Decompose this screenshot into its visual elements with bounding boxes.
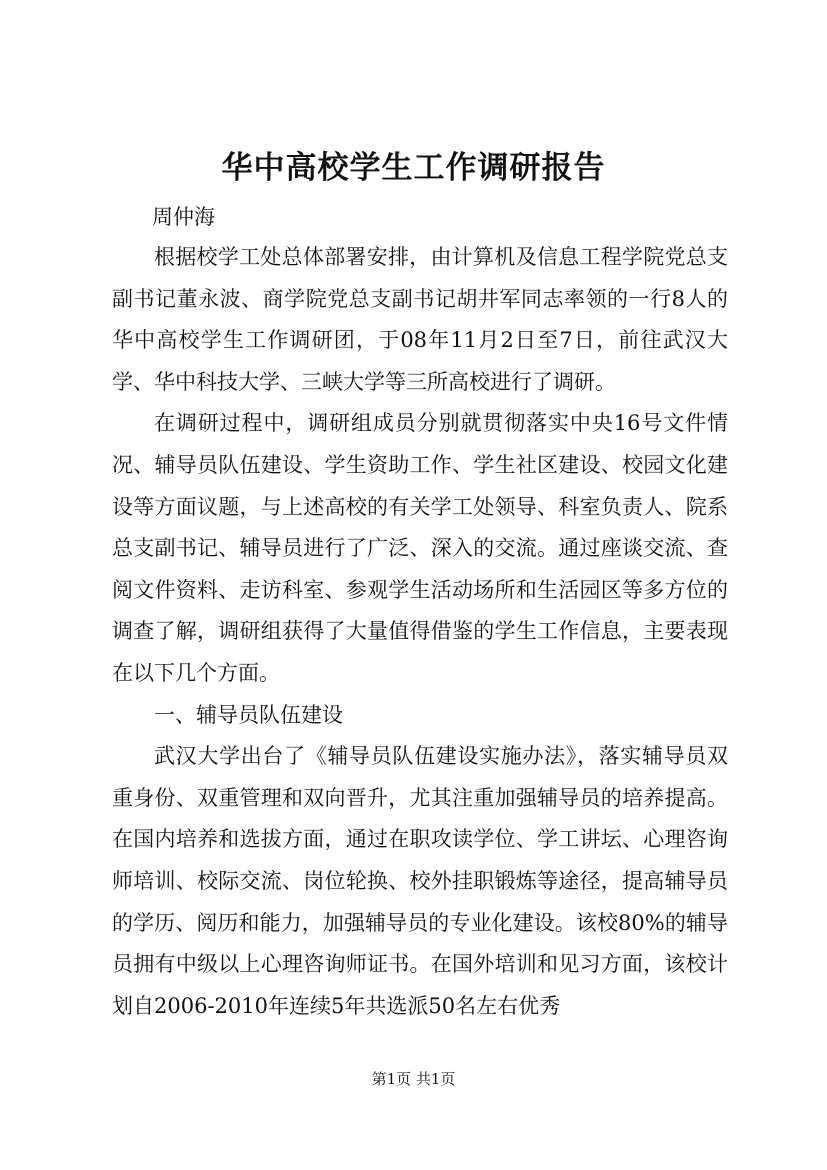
section-paragraph: 武汉大学出台了《辅导员队伍建设实施办法》，落实辅导员双重身份、双重管理和双向晋升，尤其注重加强辅导员的培养提高。在国内培养和选拔方面，通过在职攻读学位、学工讲坛、心理咨询师培训、校际交流、岗位轮换、校外挂职锻炼等途径，提高辅导员的学历、阅历和能力，加强辅导员的专业化建设。该校80%的辅导员拥有中级以上心理咨询师证书。在国外培训和见习方面，该校计划自2006-2010年连续5年共选派50名左右优秀 [112,744,728,1018]
document-body [112,237,728,1027]
author-name: 周仲海 [152,205,215,229]
paragraph-process: 在调研过程中，调研组成员分别就贯彻落实中央16号文件情况、辅导员队伍建设、学生资助工作、学生社区建设、校园文化建设等方面议题，与上述高校的有关学工处领导、科室负责人、院系总支副书记、辅导员进行了广泛、深入的交流。通过座谈交流、查阅文件资料、走访科室、参观学生活动场所和生活园区等多方位的调查了解，调研组获得了大量值得借鉴的学生工作信息，主要表现在以下几个方面。 [112,411,728,685]
page-footer: 第1页 共1页 [371,1070,456,1088]
section-heading: 一、辅导员队伍建设 [154,702,343,727]
paragraph-intro: 根据校学工处总体部署安排，由计算机及信息工程学院党总支副书记董永波、商学院党总支副书记胡井军同志率领的一行8人的华中高校学生工作调研团，于08年11月2日至7日，前往武汉大学、华中科技大学、三峡大学等三所高校进行了调研。 [112,245,728,394]
document-title: 华中高校学生工作调研报告 [221,150,606,186]
